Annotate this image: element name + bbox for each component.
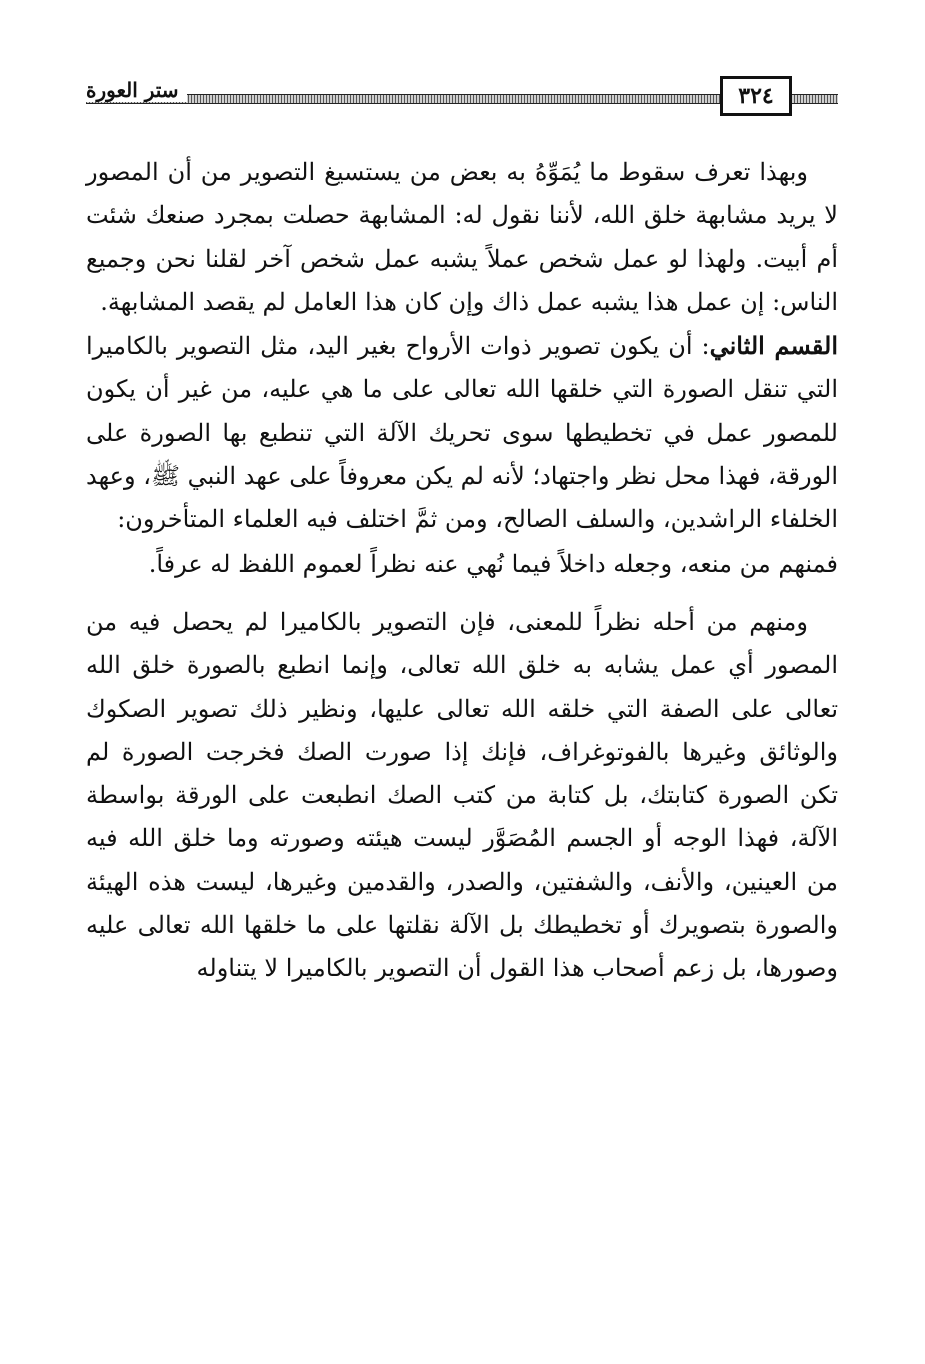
page-number: ٣٢٤: [720, 76, 792, 116]
paragraph: [86, 324, 838, 541]
paragraph-text: وبهذا تعرف سقوط ما يُمَوِّهُ به بعض من يستسيغ التصوير من أن المصور لا يريد مشابهة خلق الله، لأننا نقول له: المشابهة حصلت بمجرد صنعك شئت أم أبيت. ولهذا لو عمل شخص عملاً يشبه عمل شخص آخر لقلنا نحن وجميع الناس: إن عمل هذا يشبه عمل ذاك وإن كان هذا العامل لم يقصد المشابهة.: [86, 158, 838, 316]
paragraph: [86, 542, 838, 586]
paragraph: [86, 150, 838, 324]
paragraph-text: ومنهم من أحله نظراً للمعنى، فإن التصوير بالكاميرا لم يحصل فيه من المصور أي عمل يشابه به خلق الله تعالى، وإنما انطبع بالصورة خلق الله تعالى على الصفة التي خلقه الله تعالى عليها، ونظير ذلك تصوير الصكوك والوثائق وغيرها بالفوتوغراف، فإنك إذا صورت الصك فخرجت الصورة لم تكن الصورة كتابتك، بل كتابة من كتب الصك انطبعت على الورقة بواسطة الآلة، فهذا الوجه أو الجسم المُصَوَّر ليست هيئته وصورته وما خلق الله فيه من العينين، والأنف، والشفتين، والصدر، والقدمين وغيرها، ليست هذه الهيئة والصورة بتصويرك أو تخطيطك بل الآلة نقلتها على ما خلقها الله تعالى عليه وصورها، بل زعم أصحاب هذا القول أن التصوير بالكاميرا لا يتناوله: [86, 607, 839, 983]
body-text: [86, 150, 838, 991]
running-title: ستر العورة: [86, 78, 187, 102]
paragraph-text: فمنهم من منعه، وجعله داخلاً فيما نُهي عنه نظراً لعموم اللفظ له عرفاً.: [148, 549, 838, 578]
paragraph: [86, 600, 838, 991]
paragraph-text: : أن يكون تصوير ذوات الأرواح بغير اليد، مثل التصوير بالكاميرا التي تنقل الصورة التي خلقها الله تعالى على ما هي عليه، من غير أن يكون للمصور عمل في تخطيطها سوى تحريك الآلة التي تنطبع بها الصورة على الورقة، فهذا محل نظر واجتهاد؛ لأنه لم يكن معروفاً على عهد النبي ﷺ، وعهد الخلفاء الراشدين، والسلف الصالح، ومن ثمَّ اختلف فيه العلماء المتأخرون:: [86, 332, 838, 534]
section-heading: القسم الثاني: [709, 331, 838, 361]
page-header: [86, 76, 838, 124]
